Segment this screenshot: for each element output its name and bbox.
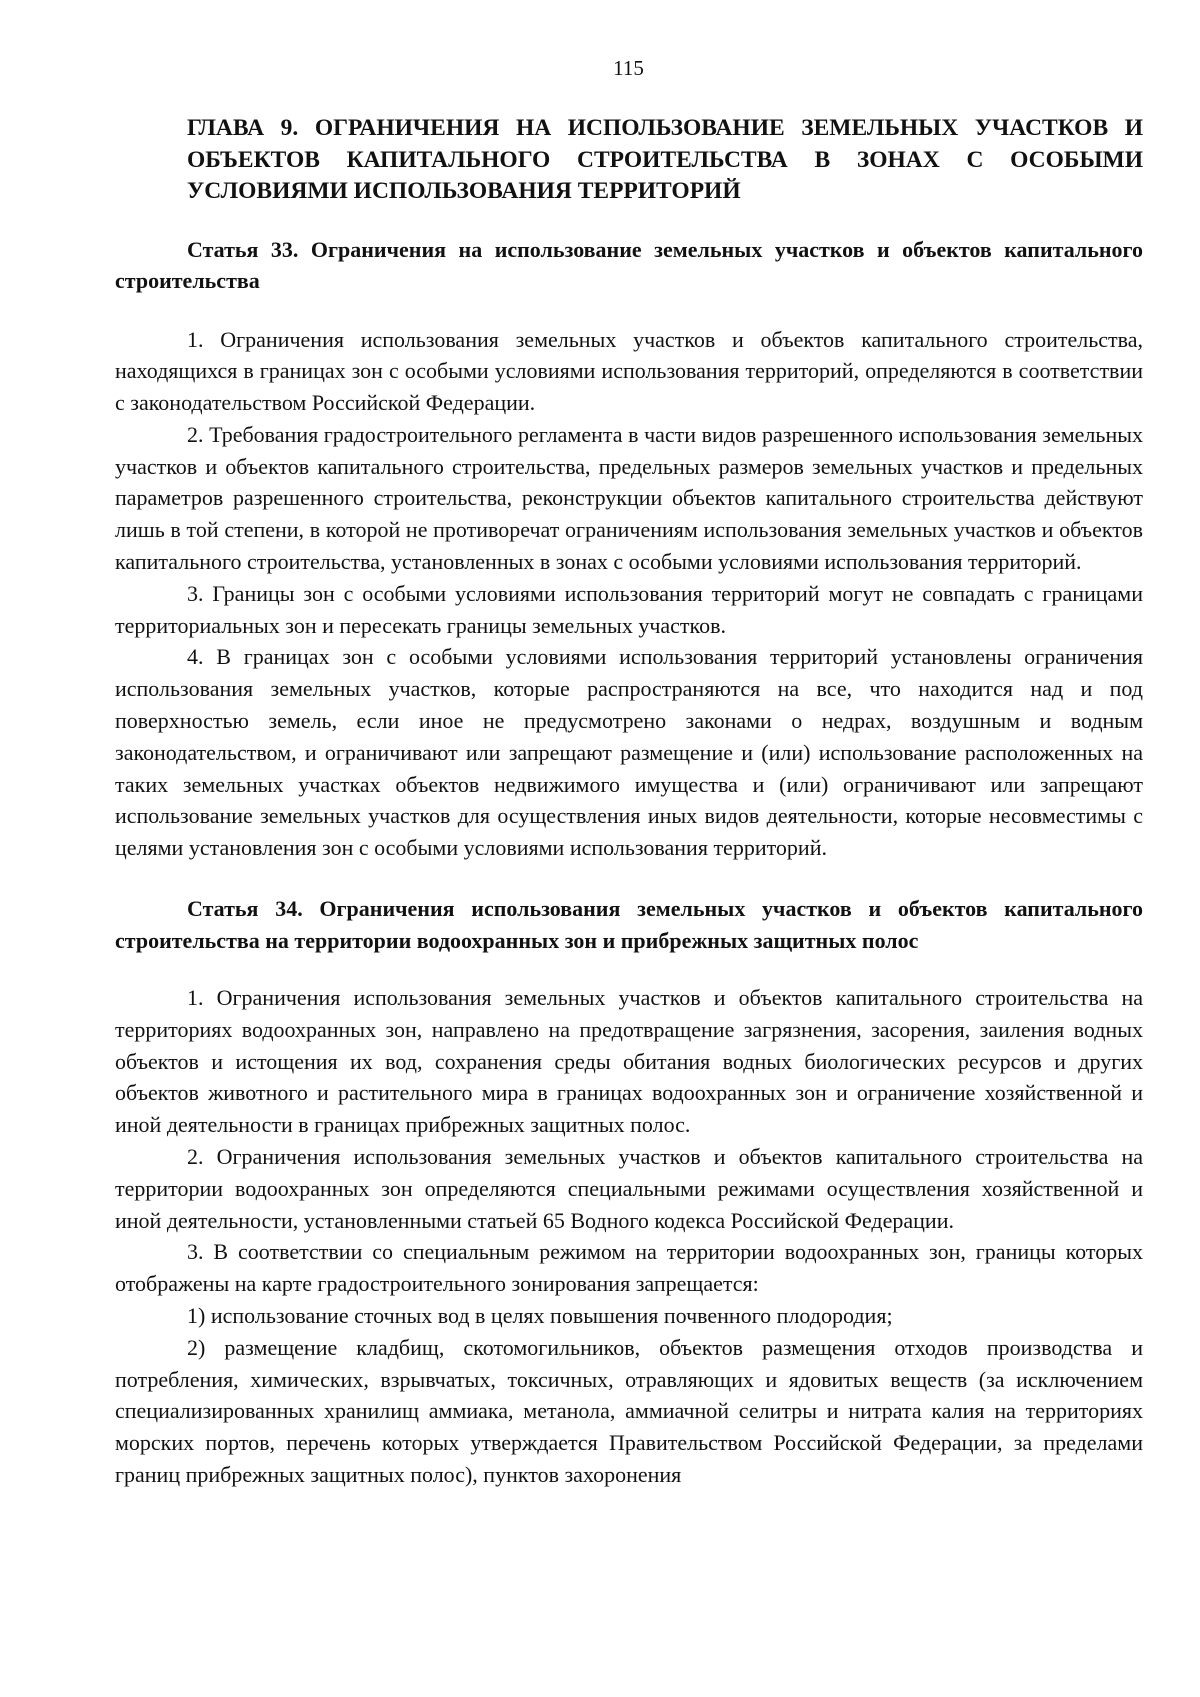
- paragraph: 1. Ограничения использования земельных участков и объектов капитального строительства на территориях водоохранных зон, направлено на предотвращение загрязнения, засорения, заиления водных объектов и истощения их вод, сохранения среды обитания водных биологических ресурсов и других объектов животного и растительного мира в границах водоохранных зон и ограничение хозяйственной и иной деятельности в границах прибрежных защитных полос.: [115, 985, 1143, 1138]
- page-number: 115: [613, 56, 644, 80]
- list-item: 1) использование сточных вод в целях повышения почвенного плодородия;: [187, 1303, 893, 1329]
- paragraph: 2. Ограничения использования земельных участков и объектов капитального строительства на территории водоохранных зон определяются специальными режимами осуществления хозяйственной и иной деятельности, установленными статьей 65 Водного кодекса Российской Федерации.: [115, 1144, 1143, 1233]
- article-34: [115, 893, 1143, 1491]
- article-title: Статья 33. Ограничения на использование земельных участков и объектов капитального строительства: [115, 236, 1143, 293]
- article-title: Статья 34. Ограничения использования земельных участков и объектов капитального строительства на территории водоохранных зон и прибрежных защитных полос: [115, 896, 1143, 953]
- paragraph: 2. Требования градостроительного регламента в части видов разрешенного использования земельных участков и объектов капитального строительства, предельных размеров земельных участков и предельных параметров разрешенного строительства, реконструкции объектов капитального строительства действуют лишь в той степени, в которой не противоречат ограничениям использования земельных участков и объектов капитального строительства, установленных в зонах с особыми условиями использования территорий.: [115, 421, 1143, 575]
- document-body: [115, 113, 1143, 1491]
- article-33: [115, 234, 1143, 865]
- chapter-title: ГЛАВА 9. ОГРАНИЧЕНИЯ НА ИСПОЛЬЗОВАНИЕ ЗЕМЕЛЬНЫХ УЧАСТКОВ И ОБЪЕКТОВ КАПИТАЛЬНОГО СТРОИТЕЛЬСТВА В ЗОНАХ С ОСОБЫМИ УСЛОВИЯМИ ИСПОЛЬЗОВАНИЯ ТЕРРИТОРИЙ: [187, 115, 1143, 204]
- list-item: 2) размещение кладбищ, скотомогильников, объектов размещения отходов производства и потребления, химических, взрывчатых, токсичных, отравляющих и ядовитых веществ (за исключением специализированных хранилищ аммиака, метанола, аммиачной селитры и нитрата калия на территориях морских портов, перечень которых утверждается Правительством Российской Федерации, за пределами границ прибрежных защитных полос), пунктов захоронения: [115, 1334, 1143, 1487]
- paragraph: 4. В границах зон с особыми условиями использования территорий установлены ограничения использования земельных участков, которые распространяются на все, что находится над и под поверхностью земель, если иное не предусмотрено законами о недрах, воздушным и водным законодательством, и ограничивают или запрещают размещение и (или) использование расположенных на таких земельных участках объектов недвижимого имущества и (или) ограничивают или запрещают использование земельных участков для осуществления иных видов деятельности, которые несовместимы с целями установления зон с особыми условиями использования территорий.: [115, 644, 1143, 861]
- paragraph: 3. Границы зон с особыми условиями использования территорий могут не совпадать с границами территориальных зон и пересекать границы земельных участков.: [115, 580, 1143, 638]
- paragraph: 1. Ограничения использования земельных участков и объектов капитального строительства, находящихся в границах зон с особыми условиями использования территорий, определяются в соответствии с законодательством Российской Федерации.: [115, 326, 1143, 416]
- paragraph: 3. В соответствии со специальным режимом на территории водоохранных зон, границы которых отображены на карте градостроительного зонирования запрещается:: [115, 1239, 1143, 1297]
